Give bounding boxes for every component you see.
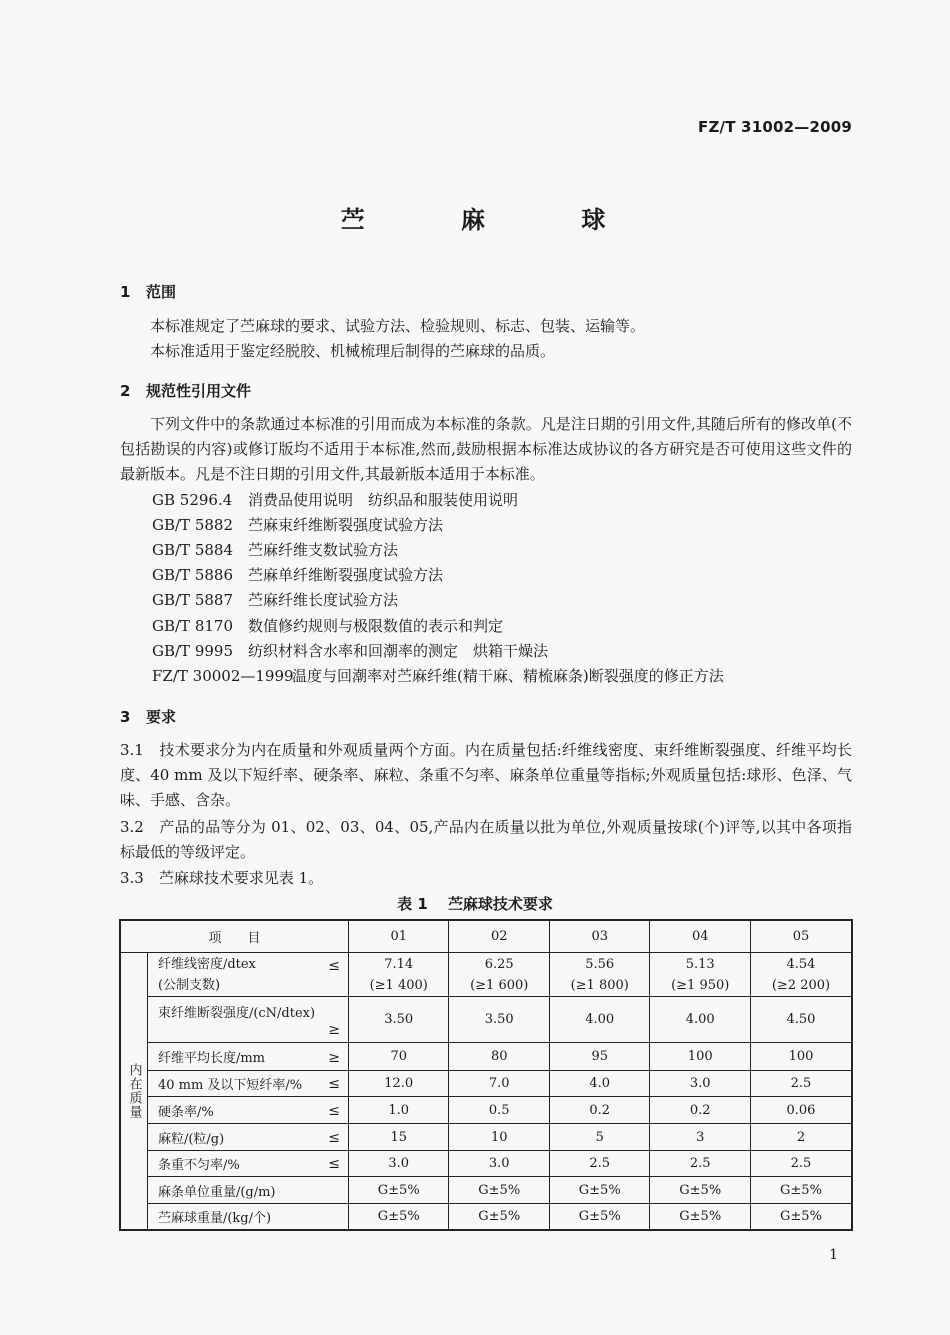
- table-cell: G±5%: [750, 1204, 852, 1230]
- header-item: 项 目: [120, 920, 348, 953]
- limit-symbol: ≤: [328, 1156, 340, 1172]
- table-cell: 3.50: [348, 997, 449, 1043]
- table-cell: 3: [650, 1124, 751, 1151]
- table-title: 苎麻球技术要求: [447, 895, 553, 913]
- table-row: [120, 1151, 852, 1177]
- clause-number: 3.3: [120, 869, 144, 887]
- table-cell: 2.5: [650, 1151, 751, 1177]
- reference-code: GB/T 8170: [152, 617, 234, 635]
- table-cell: 0.2: [549, 1097, 650, 1124]
- table-cell: G±5%: [449, 1177, 550, 1204]
- table-cell: 7.0: [449, 1071, 550, 1097]
- table-cell: G±5%: [650, 1177, 751, 1204]
- clause-3-3: [120, 866, 852, 891]
- row-label: [147, 1097, 348, 1124]
- side-label: 内在质量: [120, 953, 147, 1230]
- clause-number: 3.2: [120, 818, 144, 836]
- table-cell: 4.00: [549, 997, 650, 1043]
- page-number: 1: [829, 1247, 838, 1263]
- section-number: 3: [120, 708, 131, 726]
- table-cell: 10: [449, 1124, 550, 1151]
- table-cell: 2.5: [549, 1151, 650, 1177]
- clause-text: 产品的品等分为 01、02、03、04、05,产品内在质量以批为单位,外观质量按球(个)评等,以其中各项指标最低的等级评定。: [120, 818, 852, 861]
- table-cell: 3.0: [650, 1071, 751, 1097]
- reference-code: GB/T 5882: [152, 516, 234, 534]
- row-label-text: 纤维线密度/dtex: [157, 956, 256, 972]
- table-cell: [449, 953, 550, 997]
- table-cell: 3.0: [348, 1151, 449, 1177]
- table-cell: [549, 953, 650, 997]
- table-cell: G±5%: [549, 1177, 650, 1204]
- paragraph: 本标准规定了苎麻球的要求、试验方法、检验规则、标志、包装、运输等。: [150, 317, 646, 335]
- section-number: 1: [120, 283, 131, 301]
- reference-item: [152, 513, 443, 538]
- table-cell: 3.0: [449, 1151, 550, 1177]
- table-cell: G±5%: [348, 1204, 449, 1230]
- table-cell: 3.50: [449, 997, 550, 1043]
- reference-item: [152, 614, 503, 639]
- section-title: 范围: [146, 283, 177, 301]
- reference-title: 消费品使用说明 纺织品和服装使用说明: [248, 491, 519, 509]
- table-cell: 0.5: [449, 1097, 550, 1124]
- header-grade: 02: [449, 920, 550, 953]
- reference-item: [152, 664, 724, 689]
- reference-item: [152, 538, 398, 563]
- reference-code: GB/T 9995: [152, 642, 234, 660]
- reference-title: 纺织材料含水率和回潮率的测定 烘箱干燥法: [248, 642, 549, 660]
- row-label: [147, 1151, 348, 1177]
- table-cell: 1.0: [348, 1097, 449, 1124]
- reference-code: GB 5296.4: [152, 491, 233, 509]
- limit-symbol: ≤: [328, 1076, 340, 1092]
- table-cell: 2: [750, 1124, 852, 1151]
- reference-title: 苎麻束纤维断裂强度试验方法: [248, 516, 444, 534]
- table-cell: 4.0: [549, 1071, 650, 1097]
- table-row: [120, 1043, 852, 1071]
- table-cell: G±5%: [650, 1204, 751, 1230]
- table-cell: G±5%: [750, 1177, 852, 1204]
- section-2-heading: [120, 380, 251, 401]
- reference-item: [152, 488, 518, 513]
- table-cell: 2.5: [750, 1071, 852, 1097]
- reference-item: [152, 588, 398, 613]
- limit-symbol: ≤: [328, 1103, 340, 1119]
- table-row: [120, 1177, 852, 1204]
- row-label: [147, 1071, 348, 1097]
- row-label-text: 硬条率/%: [157, 1104, 214, 1120]
- table-cell: 15: [348, 1124, 449, 1151]
- table-row: [120, 1071, 852, 1097]
- section-number: 2: [120, 382, 131, 400]
- document-title: 苎 麻 球: [340, 206, 650, 234]
- table-cell: 2.5: [750, 1151, 852, 1177]
- section-title: 规范性引用文件: [146, 382, 252, 400]
- row-label-text: 条重不匀率/%: [157, 1158, 240, 1173]
- reference-code: GB/T 5886: [152, 566, 234, 584]
- clause-3-2: [120, 815, 852, 865]
- reference-code: GB/T 5887: [152, 591, 234, 609]
- cell-value: 4.54: [786, 956, 816, 972]
- header-grade: 04: [650, 920, 751, 953]
- table-row: [120, 1204, 852, 1230]
- cell-subvalue: (≥1 600): [470, 977, 529, 993]
- reference-title: 苎麻单纤维断裂强度试验方法: [248, 566, 444, 584]
- cell-value: 6.25: [484, 956, 514, 972]
- standard-number: FZ/T 31002—2009: [698, 118, 852, 136]
- reference-item: [152, 639, 548, 664]
- reference-code: FZ/T 30002—1999: [152, 667, 294, 685]
- section-title: 要求: [146, 708, 177, 726]
- limit-symbol: ≤: [328, 958, 340, 974]
- table-cell: 100: [750, 1043, 852, 1071]
- table-cell: [650, 953, 751, 997]
- row-label: [147, 1204, 348, 1230]
- row-label: [147, 1177, 348, 1204]
- reference-title: 数值修约规则与极限数值的表示和判定: [248, 617, 504, 635]
- row-label-text: 40 mm 及以下短纤率/%: [157, 1078, 303, 1093]
- section-3-heading: [120, 706, 176, 727]
- reference-title: 苎麻纤维支数试验方法: [248, 541, 399, 559]
- clause-text: 技术要求分为内在质量和外观质量两个方面。内在质量包括:纤维线密度、束纤维断裂强度、纤维平均长度、40 mm 及以下短纤率、硬条率、麻粒、条重不匀率、麻条单位重量等指标;外观质量包括:球形、色泽、气味、手感、含杂。: [120, 741, 852, 809]
- table-cell: [348, 953, 449, 997]
- table-caption: [0, 893, 950, 914]
- table-number: 表 1: [397, 895, 428, 913]
- requirements-table: [119, 919, 853, 1231]
- cell-value: 5.56: [585, 956, 615, 972]
- cell-value: 5.13: [685, 956, 715, 972]
- reference-code: GB/T 5884: [152, 541, 234, 559]
- paragraph: 本标准适用于鉴定经脱胶、机械梳理后制得的苎麻球的品质。: [150, 342, 556, 360]
- cell-subvalue: (≥2 200): [771, 977, 831, 993]
- table-row: [120, 1124, 852, 1151]
- reference-title: 苎麻纤维长度试验方法: [248, 591, 399, 609]
- cell-subvalue: (≥1 400): [369, 977, 428, 993]
- cell-subvalue: (≥1 800): [570, 977, 629, 993]
- clause-number: 3.1: [120, 741, 144, 759]
- row-label-text: 麻条单位重量/(g/m): [157, 1184, 276, 1200]
- cell-value: 7.14: [384, 956, 414, 972]
- reference-item: [152, 563, 443, 588]
- row-label: [147, 1124, 348, 1151]
- table-row: [120, 953, 852, 997]
- row-label-text: 纤维平均长度/mm: [157, 1051, 265, 1066]
- header-grade: 03: [549, 920, 650, 953]
- row-label-text: 苎麻球重量/(kg/个): [157, 1210, 272, 1226]
- header-grade: 01: [348, 920, 449, 953]
- row-label-text: 束纤维断裂强度/(cN/dtex): [157, 1006, 316, 1021]
- limit-symbol: ≥: [328, 1022, 340, 1038]
- row-label: [147, 953, 348, 997]
- table-cell: G±5%: [549, 1204, 650, 1230]
- header-grade: 05: [750, 920, 852, 953]
- table-row: [120, 1097, 852, 1124]
- table-cell: G±5%: [449, 1204, 550, 1230]
- row-label: [147, 997, 348, 1043]
- limit-symbol: ≤: [328, 1130, 340, 1146]
- row-label: [147, 1043, 348, 1071]
- clause-3-1: [120, 738, 852, 813]
- table-cell: [750, 953, 852, 997]
- table-cell: 100: [650, 1043, 751, 1071]
- table-cell: 95: [549, 1043, 650, 1071]
- table-row: [120, 997, 852, 1043]
- paragraph: 下列文件中的条款通过本标准的引用而成为本标准的条款。凡是注日期的引用文件,其随后所有的修改单(不包括勘误的内容)或修订版均不适用于本标准,然而,鼓励根据本标准达成协议的各方研究是否可使用这些文件的最新版本。凡是不注日期的引用文件,其最新版本适用于本标准。: [120, 415, 852, 483]
- limit-symbol: ≥: [328, 1050, 340, 1066]
- table-cell: G±5%: [348, 1177, 449, 1204]
- cell-subvalue: (≥1 950): [671, 977, 730, 993]
- table-cell: 4.00: [650, 997, 751, 1043]
- table-header-row: [120, 920, 852, 953]
- table-cell: 0.2: [650, 1097, 751, 1124]
- table-cell: 0.06: [750, 1097, 852, 1124]
- section-1-heading: [120, 281, 176, 302]
- table-cell: 4.50: [750, 997, 852, 1043]
- table-cell: 5: [549, 1124, 650, 1151]
- table-cell: 12.0: [348, 1071, 449, 1097]
- row-label-subtext: (公制支数): [157, 977, 221, 993]
- row-label-text: 麻粒/(粒/g): [157, 1131, 225, 1147]
- reference-title: 温度与回潮率对苎麻纤维(精干麻、精梳麻条)断裂强度的修正方法: [292, 667, 724, 685]
- clause-text: 苎麻球技术要求见表 1。: [158, 869, 324, 887]
- table-cell: 80: [449, 1043, 550, 1071]
- table-cell: 70: [348, 1043, 449, 1071]
